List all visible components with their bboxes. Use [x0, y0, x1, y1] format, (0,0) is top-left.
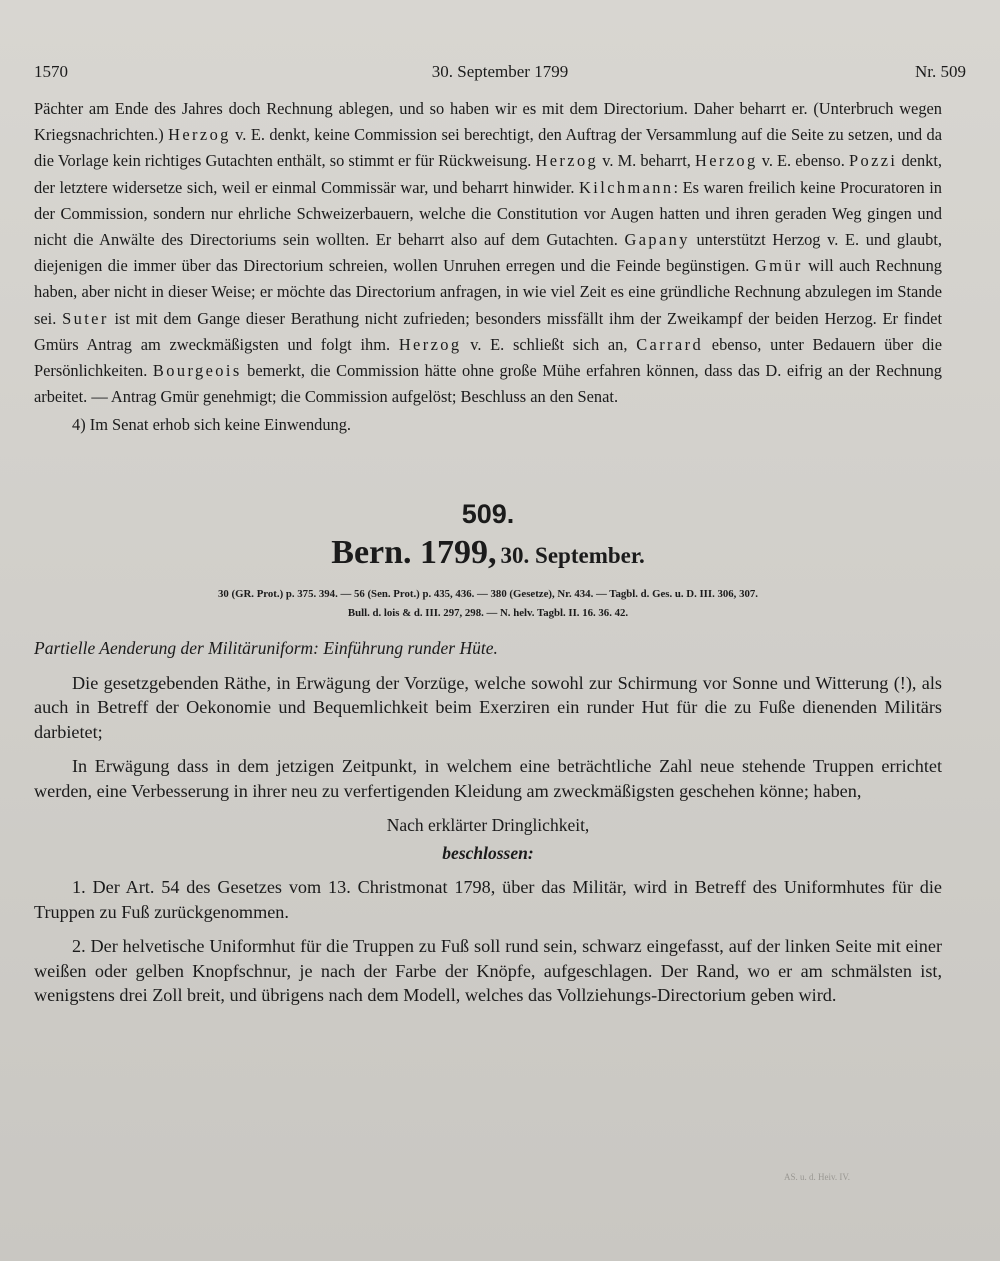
speaker-name: Pozzi: [848, 151, 898, 171]
speaker-name: Gmür: [754, 256, 803, 276]
page-number: 1570: [34, 62, 68, 81]
text-run: ebenso, unter Bedauern über die Persönlichkeiten.: [34, 334, 942, 381]
faint-footer-mark: AS. u. d. Heiv. IV.: [783, 1172, 850, 1182]
preamble-paragraph: In Erwägung dass in dem jetzigen Zeitpunkt, in welchem eine beträchtliche Zahl neue stehende Truppen errichtet werden, eine Verbesserung in ihrer neu zu verfertigenden Kleidung am zweckmäßigsten geschehen könne; haben,: [34, 756, 942, 801]
document-dateline: [34, 533, 942, 579]
speaker-name: Herzog: [694, 151, 758, 171]
speaker-name: Herzog: [168, 125, 231, 145]
speaker-name: Kilchmann: [579, 177, 674, 197]
document-date: 30. September.: [500, 542, 645, 568]
preamble-paragraph: Die gesetzgebenden Räthe, in Erwägung der Vorzüge, welche sowohl zur Schirmung vor Sonne und Witterung (!), als auch in Betreff der Oekonomie und Bequemlichkeit beim Exerziren ein runder Hut für die zu Fuße dienenden Militärs darbietet;: [34, 672, 942, 742]
page-header: [34, 62, 966, 86]
speaker-name: Gapany: [624, 230, 690, 250]
document-number-header: Nr. 509: [915, 62, 966, 81]
page-body: [34, 96, 942, 1008]
text-run: ist mit dem Gange dieser Berathung nicht zufrieden; besonders missfällt ihm der Zweikampf der beiden Herzog. Er findet Gmürs Antrag am zweckmäßigsten und folgt ihm.: [34, 308, 942, 354]
reference-line: Bull. d. lois & d. III. 297, 298. — N. helv. Tagbl. II. 16. 36. 42.: [347, 606, 629, 619]
source-references: [34, 585, 942, 623]
speaker-name: Carrard: [636, 334, 704, 354]
text-run: : Es waren freilich keine Procuratoren in der Commission, sondern nur ehrliche Schweizerbauern, welche die Constitution vor Augen hatten und ihren geraden Weg gingen und nicht die Anwälte des Directoriums sein wollten. Er beharrt also auf dem Gutachten.: [34, 177, 942, 250]
speaker-name: Herzog: [398, 334, 462, 354]
document-subtitle: Partielle Aenderung der Militäruniform: Einführung runder Hüte.: [34, 637, 498, 658]
text-run: v. E. schließt sich an,: [461, 334, 637, 354]
decision-heading: beschlossen:: [442, 843, 534, 864]
speaker-name: Suter: [62, 308, 109, 328]
article-paragraph: 1. Der Art. 54 des Gesetzes vom 13. Christmonat 1798, über das Militär, wird in Betreff des Uniformhutes für die Truppen zu Fuß zurückgenommen.: [34, 877, 942, 922]
place-year: Bern. 1799,: [331, 533, 497, 571]
text-run: will auch Rechnung haben, aber nicht in dieser Weise; er möchte das Directorium anfragen, in wie viel Zeit es eine gründliche Rechnung abzulegen im Stande sei.: [34, 256, 942, 328]
speaker-name: Bourgeois: [152, 361, 242, 381]
document-number: 509.: [461, 498, 515, 529]
senate-note: 4) Im Senat erhob sich keine Einwendung.: [72, 415, 352, 435]
text-run: bemerkt, die Commission hätte ohne große Mühe erfahren können, dass das D. eifrig an der Rechnung arbeitet. — Antrag Gmür genehmigt; die Commission aufgelöst; Beschluss an den Senat.: [34, 361, 942, 407]
article-paragraph: 2. Der helvetische Uniformhut für die Truppen zu Fuß soll rund sein, schwarz eingefasst, auf der linken Seite mit einer weißen oder gelben Knopfschnur, je nach der Farbe der Knöpfe, aufgeschlagen. Der Rand, wo er am schmälsten ist, wenigstens drei Zoll breit, und übrigens nach dem Modell, welches das Vollziehungs-Directorium geben wird.: [34, 936, 942, 1006]
header-date: 30. September 1799: [431, 62, 569, 81]
text-run: v. E. denkt, keine Commission sei berechtigt, den Auftrag der Versammlung auf die Seite zu setzen, und da die Vorlage kein richtiges Gutachten enthält, so stimmt er für Rückweisung.: [34, 125, 942, 171]
reference-line: 30 (GR. Prot.) p. 375. 394. — 56 (Sen. Prot.) p. 435, 436. — 380 (Gesetze), Nr. 434. — Tagbl. d. Ges. u. D. III. 306, 307.: [218, 587, 758, 600]
text-run: Pächter am Ende des Jahres doch Rechnung ablegen, und so haben wir es mit dem Directorium. Daher beharrt er. (Unterbruch wegen Kriegsnachrichten.): [34, 99, 942, 145]
debate-paragraph: [34, 96, 942, 410]
urgency-line: Nach erklärter Dringlichkeit,: [386, 815, 590, 836]
text-run: unterstützt Herzog v. E. und glaubt, diejenigen die immer über das Directorium schreien, wollen Unruhen erregen und die Feinde begünstigen.: [34, 230, 943, 276]
text-run: v. E. ebenso.: [757, 151, 849, 171]
text-run: denkt, der letztere widersetze sich, weil er einmal Commissär war, und beharrt hinwider.: [34, 151, 942, 197]
text-run: v. M. beharrt,: [598, 151, 695, 171]
speaker-name: Herzog: [535, 151, 599, 171]
